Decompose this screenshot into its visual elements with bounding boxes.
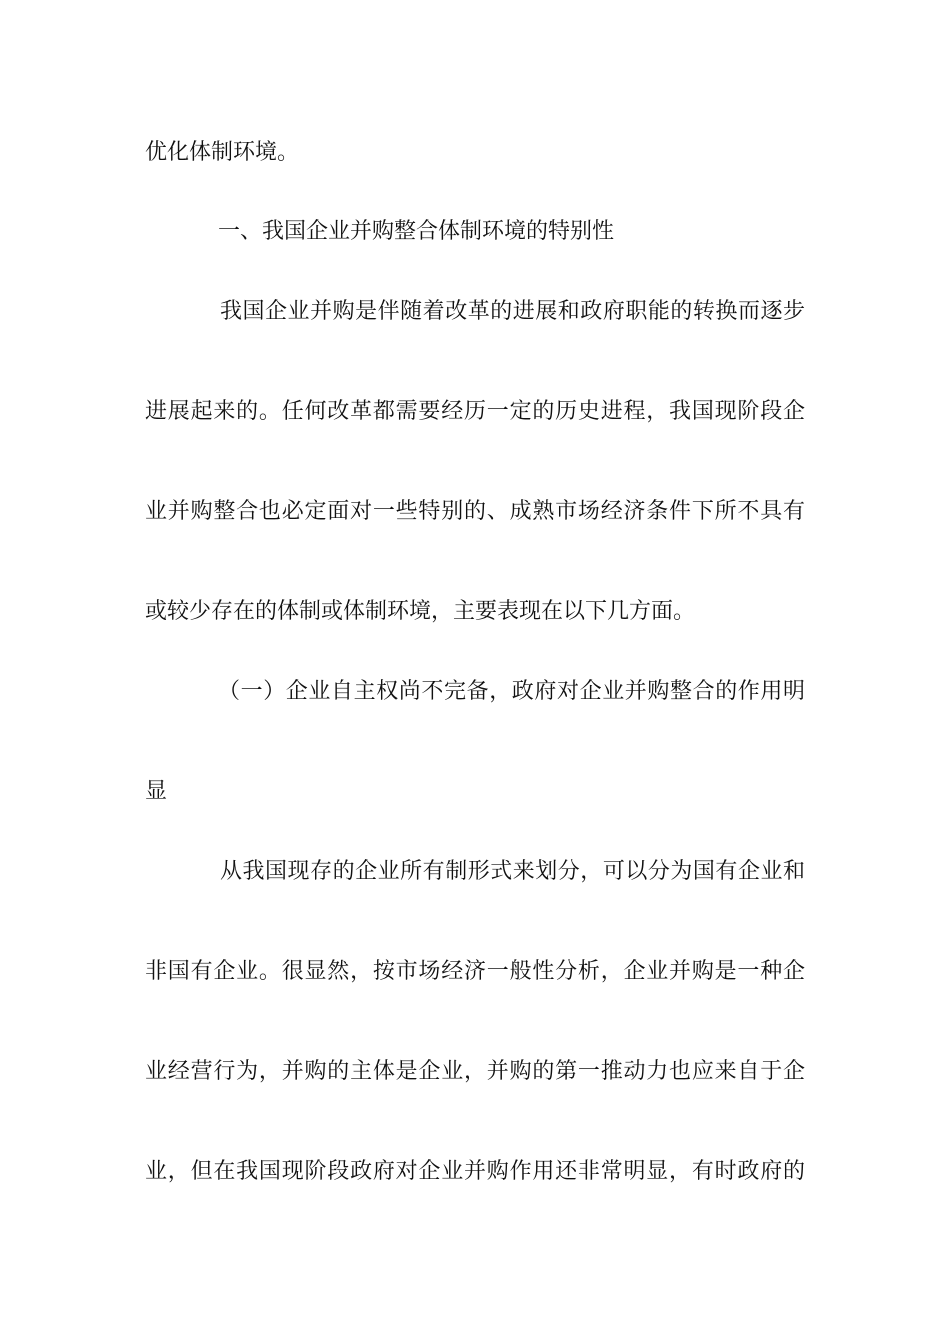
paragraph-end-line: 优化体制环境。 xyxy=(145,140,300,165)
subsection-heading: （一）企业自主权尚不完备，政府对企业并购整合的作用明 xyxy=(218,679,805,704)
section-heading: 一、我国企业并购整合体制环境的特别性 xyxy=(218,219,615,244)
paragraph-line: 从我国现存的企业所有制形式来划分，可以分为国有企业和 xyxy=(220,859,805,884)
paragraph-line: 进展起来的。任何改革都需要经历一定的历史进程，我国现阶段企 xyxy=(145,399,805,424)
paragraph-line: 业经营行为，并购的主体是企业，并购的第一推动力也应来自于企 xyxy=(145,1059,805,1084)
subsection-heading-continuation: 显 xyxy=(145,779,168,804)
paragraph-line: 或较少存在的体制或体制环境，主要表现在以下几方面。 xyxy=(145,599,696,624)
paragraph-line: 非国有企业。很显然，按市场经济一般性分析，企业并购是一种企 xyxy=(145,959,805,984)
paragraph-line: 我国企业并购是伴随着改革的进展和政府职能的转换而逐步 xyxy=(220,299,805,324)
paragraph-line: 业并购整合也必定面对一些特别的、成熟市场经济条件下所不具有 xyxy=(145,499,805,524)
paragraph-line: 业，但在我国现阶段政府对企业并购作用还非常明显，有时政府的 xyxy=(145,1159,805,1184)
